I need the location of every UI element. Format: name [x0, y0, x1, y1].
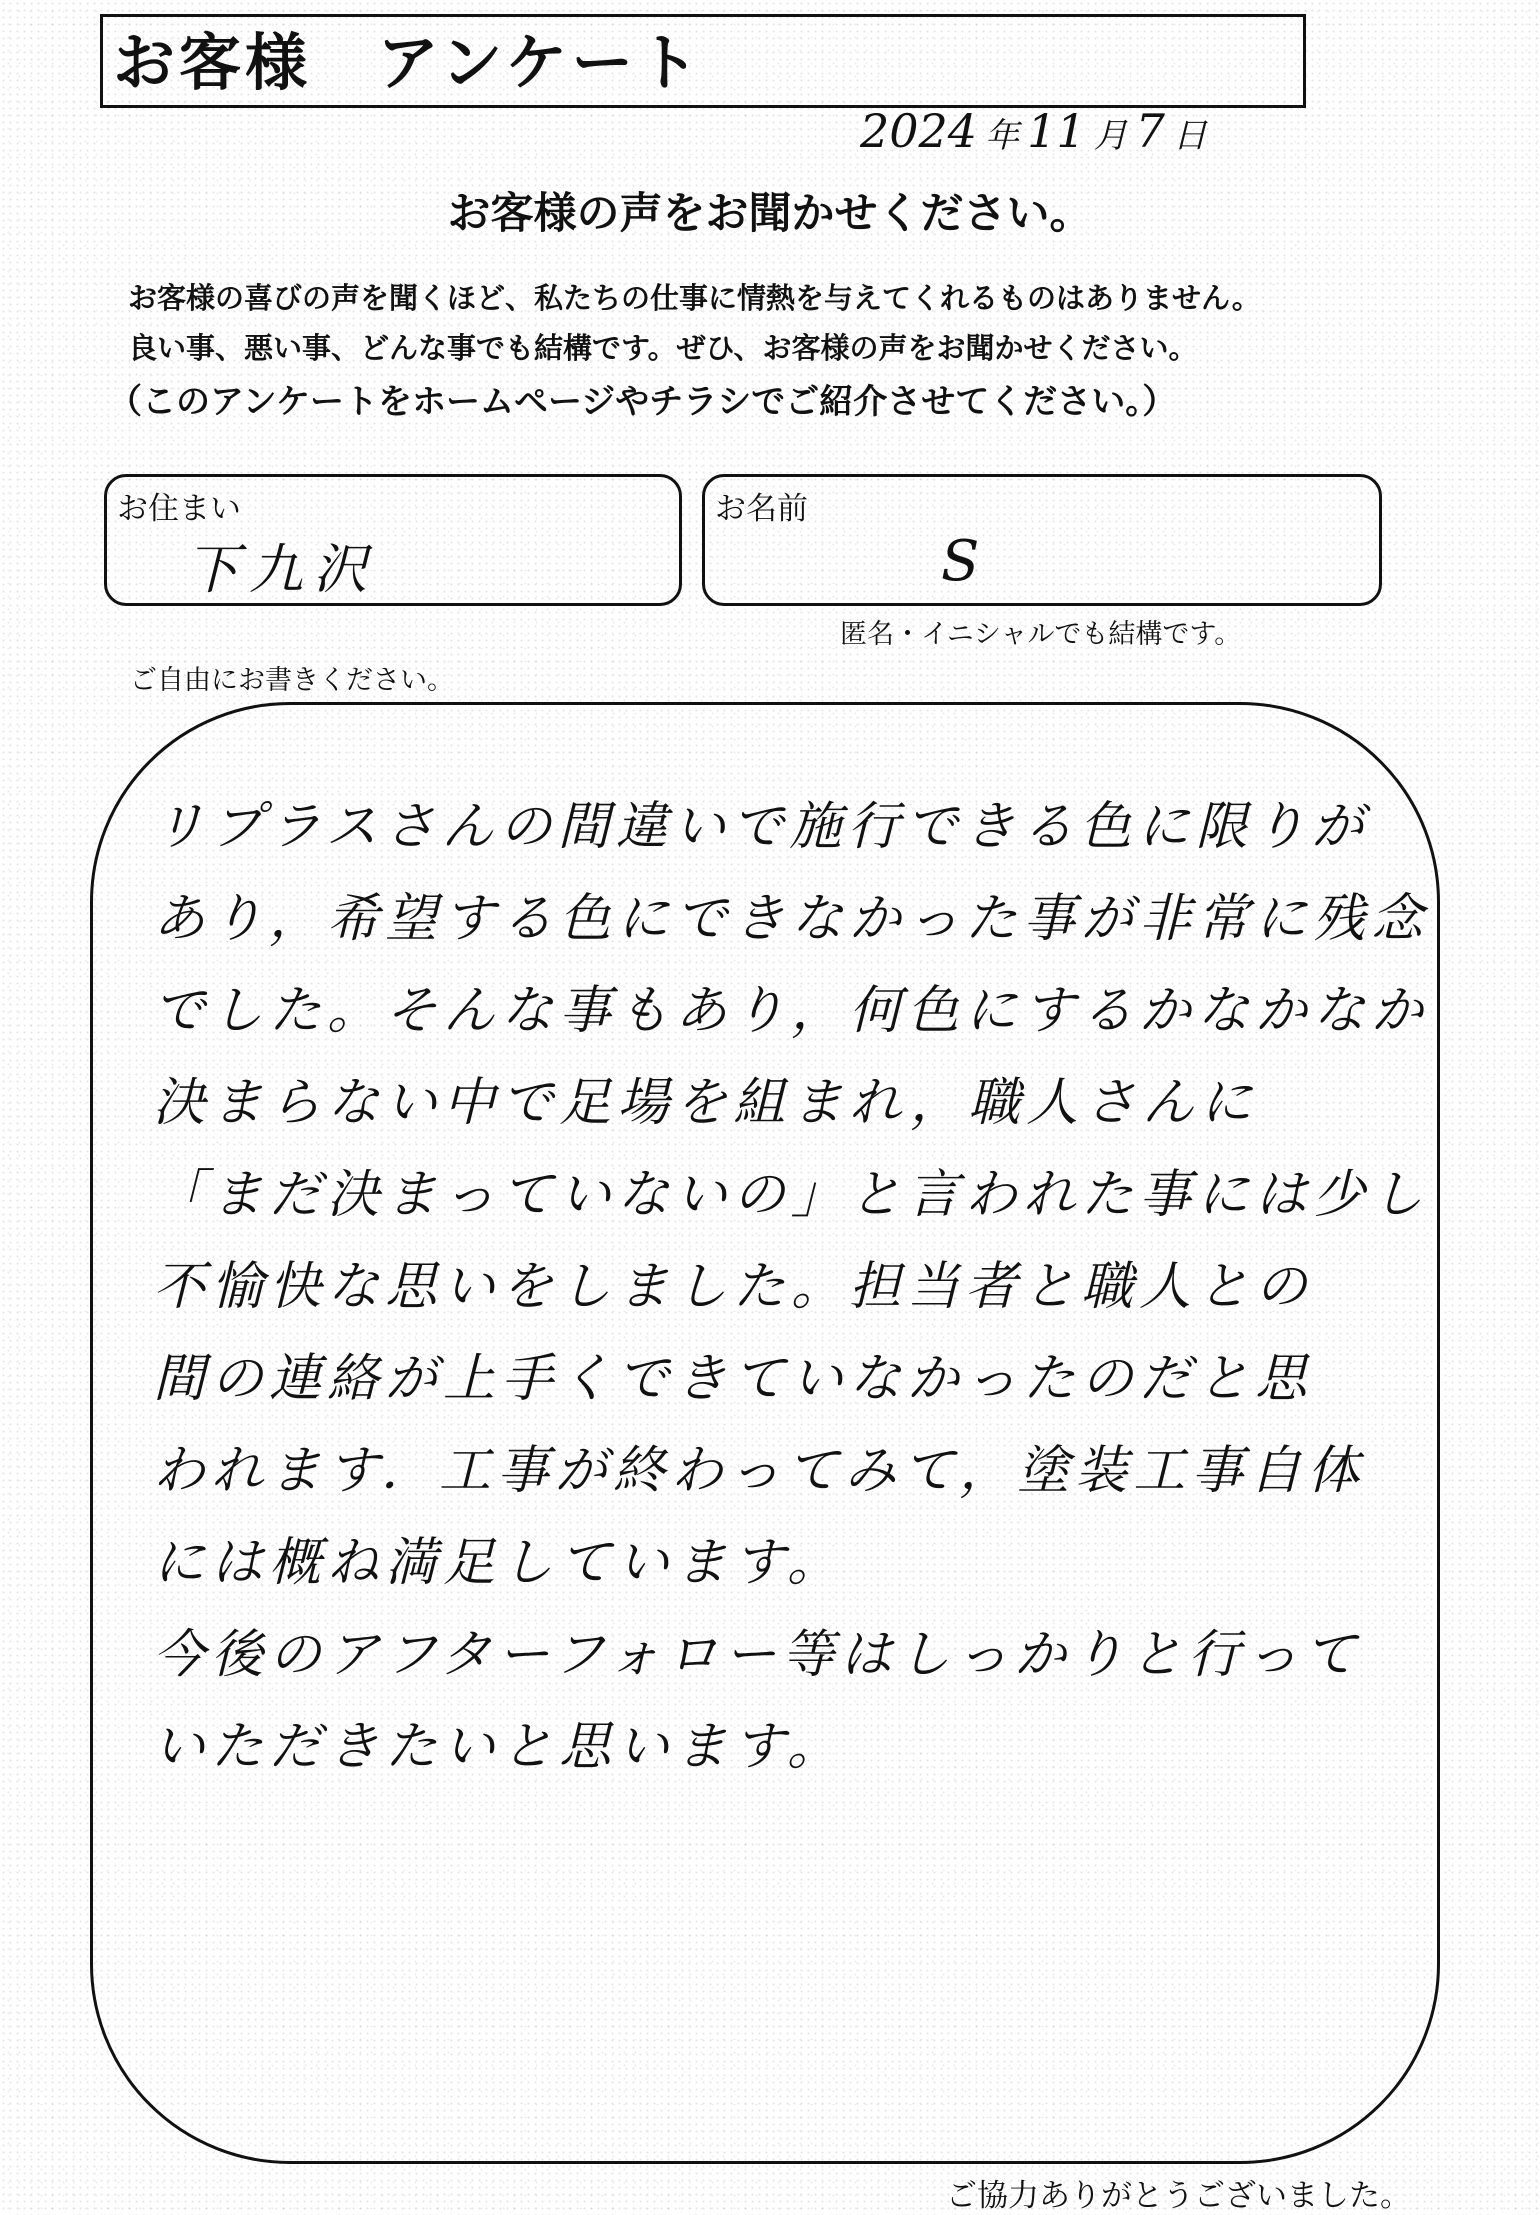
handwritten-comment	[153, 781, 1429, 1793]
free-text-area[interactable]	[90, 702, 1440, 2164]
comment-line: でした。そんな事もあり，何色にするかなかなか	[153, 981, 1430, 1041]
name-field[interactable]	[702, 474, 1382, 606]
comment-line: 今後のアフターフォロー等はしっかりと行って	[153, 1625, 1363, 1685]
subtitle: お客様の声をお聞かせください。	[447, 189, 1093, 239]
survey-date	[860, 104, 1320, 164]
date-day: 7	[1135, 104, 1165, 158]
comment-line: リプラスさんの間違いで施行できる色に限りが	[153, 797, 1370, 857]
name-label: お名前	[715, 491, 808, 527]
intro-line-3: （このアンケートをホームページやチラシでご紹介させてください。）	[108, 382, 1177, 422]
comment-line: 決まらない中で足場を組まれ，職人さんに	[153, 1073, 1259, 1133]
address-field[interactable]	[104, 474, 682, 606]
comment-line: いただきたいと思います。	[153, 1717, 845, 1777]
title-box	[100, 14, 1306, 108]
comment-line: あり，希望する色にできなかった事が非常に残念	[153, 889, 1430, 949]
address-value: 下九沢	[185, 538, 377, 601]
comment-line: 「まだ決まっていないの」と言われた事には少し	[153, 1165, 1430, 1225]
date-day-unit: 日	[1172, 117, 1207, 155]
date-month: 11	[1027, 104, 1086, 158]
date-year: 2024	[860, 104, 978, 158]
name-value: S	[941, 529, 980, 594]
comment-line: には概ね満足しています。	[153, 1533, 845, 1593]
date-year-unit: 年	[985, 117, 1020, 155]
thanks-message: ご協力ありがとうございました。	[946, 2178, 1411, 2214]
address-label: お住まい	[117, 491, 241, 527]
comment-line: 間の連絡が上手くできていなかったのだと思	[153, 1349, 1314, 1409]
name-note: 匿名・イニシャルでも結構です。	[840, 619, 1242, 650]
comment-line: 不愉快な思いをしました。担当者と職人との	[153, 1257, 1314, 1317]
date-month-unit: 月	[1093, 117, 1128, 155]
comment-line: われます．工事が終わってみて，塗装工事自体	[153, 1441, 1366, 1501]
free-text-label: ご自由にお書きください。	[130, 665, 454, 696]
page-title: お客様 アンケート	[113, 26, 704, 99]
intro-line-2: 良い事、悪い事、どんな事でも結構です。ぜひ、お客様の声をお聞かせください。	[128, 331, 1198, 365]
intro-line-1: お客様の喜びの声を聞くほど、私たちの仕事に情熱を与えてくれるものはありません。	[128, 281, 1261, 315]
